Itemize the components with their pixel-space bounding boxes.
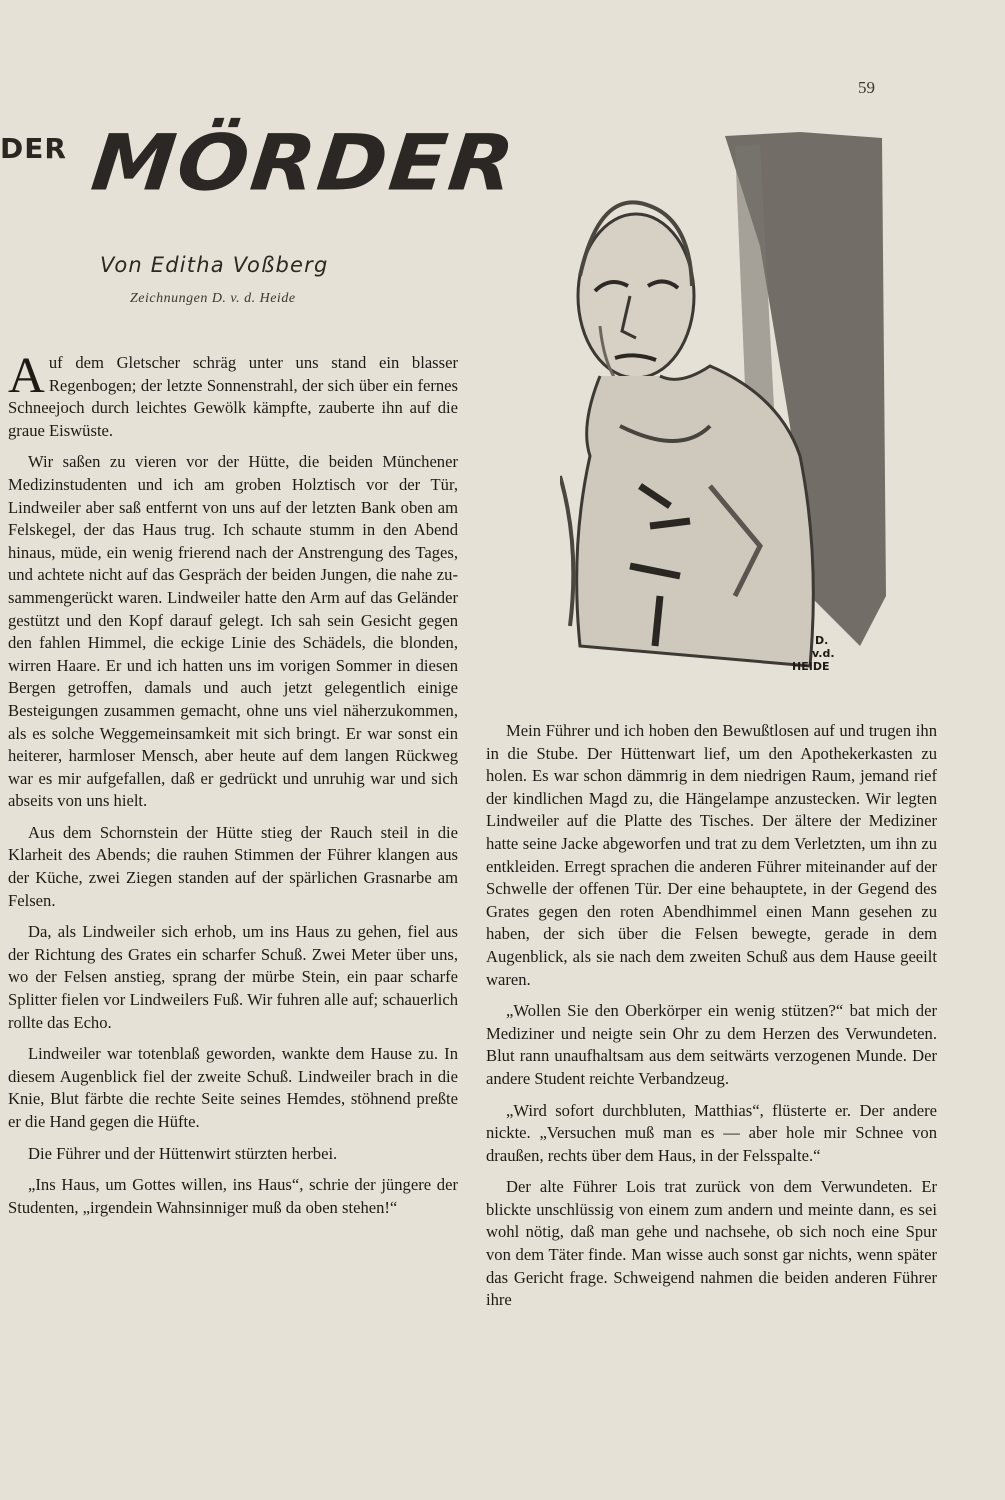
portrait-illustration — [560, 126, 890, 706]
page-number: 59 — [858, 78, 875, 97]
drop-cap: A — [8, 348, 45, 404]
left-column — [8, 348, 458, 1219]
signature-line2: v.d. — [812, 647, 835, 660]
illustration-credit: Zeichnungen D. v. d. Heide — [130, 291, 296, 306]
left-paragraph-4: Da, als Lindweiler sich erhob, um ins Haus zu gehen, fiel aus der Richtung des Grates ein scharfer Schuß. Zwei Meter über uns, wo der Felsen anstieg, sprang der mürbe Stein, ein paar scharfe Splitter fielen vor Lindweilers Fuß. Wir fuhren alle auf; schauerlich rollte das Echo. — [8, 922, 458, 1032]
signature-line1: D. — [815, 634, 829, 647]
right-paragraph-1: Mein Führer und ich hoben den Bewußtlosen auf und trugen ihn in die Stube. Der Hüttenwart lief, um den Apothekerkasten zu holen. Es war schon dämmrig in dem niedrigen Raum, jemand rief der kindlichen Magd zu, die Hängelampe anzustecken. Wir legten Lindweiler auf die Platte des Tisches. Der ältere der Mediziner hatte seine Jacke abgeworfen und trat zu dem Verletzten, um ihn zu entkleiden. Erregt sprachen die anderen Führer miteinander auf der Schwelle der offenen Tür. Der eine behauptete, in der Gegend des Grates gegen den roten Abendhimmel einen Mann gesehen zu haben, der sich über die Felsen bewegte, gerade in dem Augenblick, als sie nach dem zweiten Schuß aus dem Hause geeilt waren. — [486, 721, 937, 989]
left-paragraph-7: „Ins Haus, um Gottes willen, ins Haus“, schrie der jüngere der Studenten, „irgendein Wahnsinniger muß da oben stehen!“ — [8, 1175, 458, 1217]
title-prefix: DER — [0, 132, 67, 165]
right-paragraph-3: „Wird sofort durchbluten, Matthias“, flüsterte er. Der andere nickte. „Versuchen muß man es — aber hole mir Schnee von draußen, rechts über dem Haus, in der Felsspalte.“ — [486, 1100, 937, 1165]
author-line: Von Editha Voßberg — [100, 253, 329, 277]
left-paragraph-6: Die Führer und der Hüttenwirt stürzten herbei. — [28, 1143, 338, 1163]
right-column — [486, 720, 937, 1312]
signature-line3: HEIDE — [792, 660, 830, 673]
right-paragraph-2: „Wollen Sie den Oberkörper ein wenig stützen?“ bat mich der Mediziner und neigte sein Ohr zu dem Herzen des Verwundeten. Blut rann unaufhaltsam aus dem seitwärts verzogenen Munde. Der andere Student reichte Verbandzeug. — [486, 1001, 937, 1088]
title-main: MÖRDER — [87, 117, 521, 209]
right-paragraph-4: Der alte Führer Lois trat zurück von dem Verwundeten. Er blickte unschlüssig von einem zum andern und meinte dann, es sei wohl nötig, daß man gehe und nachsehe, ob sich noch eine Spur von dem Täter finde. Man wisse auch sonst gar nichts, wenn später das Gericht frage. Schweigend nahmen die beiden anderen Führer ihre — [486, 1177, 937, 1310]
left-paragraph-1 — [8, 348, 458, 442]
left-paragraph-2: Wir saßen zu vieren vor der Hütte, die beiden Münchener Medizinstudenten und ich am groben Holztisch vor der Tür, Lindweiler aber saß entfernt von uns auf der letzten Bank oben am Felskegel, der das Haus trug. Ich schaute stumm in den Abend hinaus, müde, ein wenig frierend nach der Anstrengung des Tages, und achtete nicht auf das Gespräch der beiden Jungen, die nahe zusammengerückt waren. Lindweiler hatte den Arm auf das Geländer gestützt und den Kopf darauf gelegt. Ich sah sein Gesicht gegen den fahlen Himmel, die eckige Linie des Schädels, die blonden, wirren Haare. Er und ich hatten uns im vorigen Sommer in diesen Bergen getroffen, damals und auch jetzt gelegentlich einige Besteigungen zusammen gemacht, ohne uns viel näherzukommen, als es solche Weggemeinsamkeit mit sich bringt. Er war sonst ein heiterer, harmloser Mensch, aber heute auf dem langen Rückweg war es mir aufgefallen, daß er gedrückt und unruhig war und sich abseits von uns hielt. — [8, 452, 458, 811]
left-paragraph-1-text: uf dem Gletscher schräg unter uns stand ein blasser Regenbogen; der letzte Sonnenstrahl, der sich über ein fernes Schneejoch durch leichtes Gewölk kämpfte, zauberte ihn auf die graue Eiswüste. — [8, 353, 458, 440]
left-paragraph-5: Lindweiler war totenblaß geworden, wankte dem Hause zu. In diesem Augenblick fiel der zweite Schuß. Lindweiler brach in die Knie, Blut färbte die rechte Seite seines Hemdes, stöhnend preßte er die Hand gegen die Hüfte. — [8, 1044, 458, 1131]
story-title — [0, 118, 600, 208]
left-paragraph-3: Aus dem Schornstein der Hütte stieg der Rauch steil in die Klarheit des Abends; die rauhen Stimmen der Führer klangen aus der Küche, zwei Ziegen standen auf der spärlichen Grasnarbe am Felsen. — [8, 822, 458, 910]
